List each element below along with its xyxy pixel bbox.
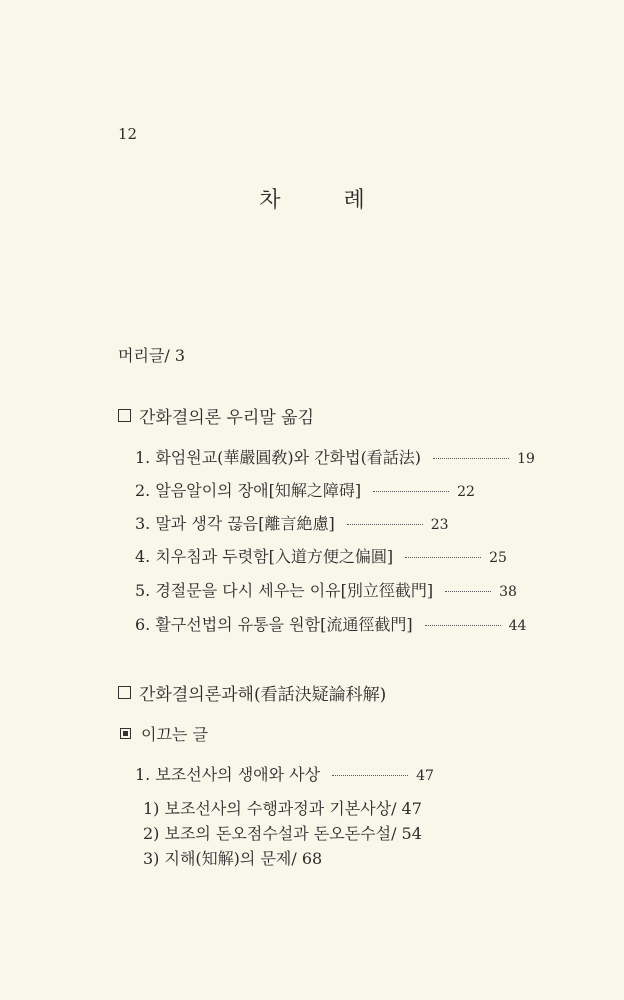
toc-entry-title: 4. 치우침과 두렷함[入道方便之偏圓] [135,547,394,566]
toc-entry-page: 22 [457,484,475,500]
toc-entry [135,612,526,635]
toc-entry-title: 6. 활구선법의 유통을 원함[流通徑截門] [135,615,413,634]
toc-entry [135,478,475,501]
preface-entry: 머리글/ 3 [118,346,186,365]
leader-dots [405,557,481,558]
section-heading-2 [118,680,386,705]
toc-entry-page: 44 [508,618,527,634]
leader-dots [445,591,491,592]
leader-dots [373,491,449,492]
leader-dots [347,524,423,525]
sub-heading-text: 이끄는 글 [141,725,208,744]
checkbox-square-icon [118,686,131,699]
sub-heading [120,722,208,745]
toc-entry-page: 47 [416,768,434,784]
page-title: 차 례 [259,188,393,213]
toc-entry-title: 2. 알음알이의 장애[知解之障碍] [135,481,362,500]
toc-entry-title: 1. 보조선사의 생애와 사상 [135,765,321,784]
section-heading-text: 간화결의론과해(看話決疑論科解) [139,685,387,705]
filled-square-icon [120,728,131,739]
toc-entry-page: 23 [430,517,449,533]
toc-entry-title: 5. 경절문을 다시 세우는 이유[別立徑截門] [135,581,434,600]
toc-subentry: 2) 보조의 돈오점수설과 돈오돈수설/ 54 [143,824,422,843]
section-heading-1 [118,403,314,428]
toc-subentry: 3) 지해(知解)의 문제/ 68 [143,849,323,868]
toc-entry [135,511,449,534]
toc-entry-page: 38 [499,584,517,600]
leader-dots [332,775,408,776]
page-number: 12 [118,125,138,143]
toc-entry [135,445,535,468]
leader-dots [433,458,509,459]
toc-entry-title: 3. 말과 생각 끊음[離言絶慮] [135,514,335,533]
toc-entry [135,762,434,785]
toc-entry [135,544,507,567]
toc-entry-page: 19 [517,451,535,467]
toc-entry [135,578,517,601]
section-heading-text: 간화결의론 우리말 옮김 [139,408,315,428]
checkbox-square-icon [118,409,131,422]
leader-dots [425,625,501,626]
toc-entry-title: 1. 화엄원교(華嚴圓敎)와 간화법(看話法) [135,448,422,467]
toc-entry-page: 25 [489,550,507,566]
toc-subentry: 1) 보조선사의 수행과정과 기본사상/ 47 [143,799,422,818]
